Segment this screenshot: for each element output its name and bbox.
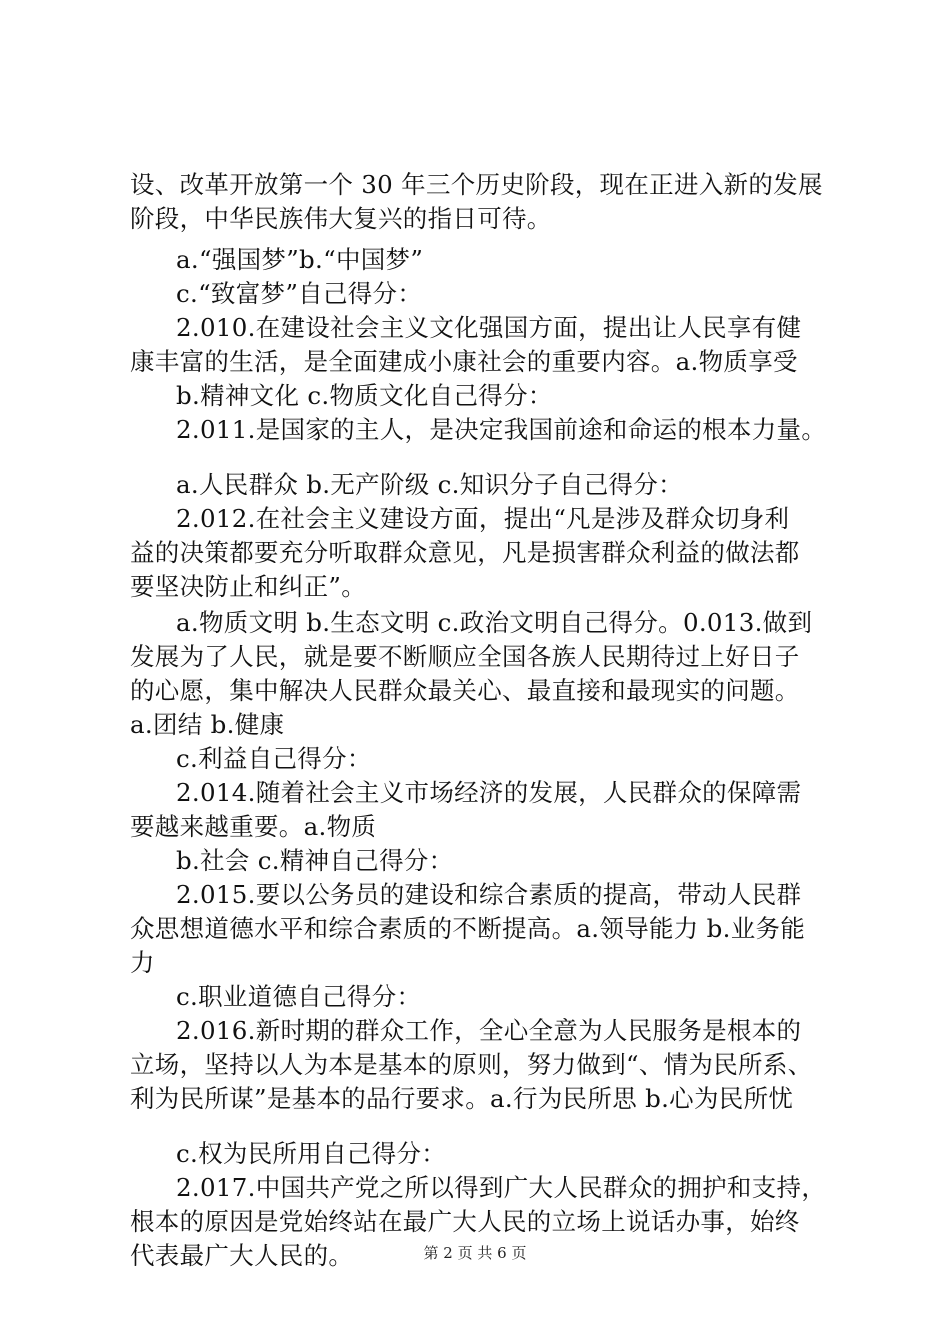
text-line: c.“致富梦”自己得分：: [176, 279, 423, 308]
text-line: a.团结 b.健康: [130, 710, 285, 739]
text-line: b.精神文化 c.物质文化自己得分：: [176, 381, 553, 410]
text-line: 2.012.在社会主义建设方面，提出“凡是涉及群众切身利: [176, 504, 790, 533]
text-line: 的心愿，集中解决人民群众最关心、最直接和最现实的问题。: [130, 676, 800, 705]
text-line: 要坚决防止和纠正”。: [130, 572, 367, 601]
text-line: 利为民所谋”是基本的品行要求。a.行为民所思 b.心为民所忧: [130, 1084, 794, 1113]
text-line: 根本的原因是党始终站在最广大人民的立场上说话办事，始终: [130, 1207, 800, 1236]
text-line: a.人民群众 b.无产阶级 c.知识分子自己得分：: [176, 470, 683, 499]
text-line: c.职业道德自己得分：: [176, 982, 422, 1011]
text-line: 立场，坚持以人为本是基本的原则，努力做到“、情为民所系、: [130, 1050, 813, 1079]
text-line: 2.015.要以公务员的建设和综合素质的提高，带动人民群: [176, 880, 802, 909]
text-line: 要越来越重要。a.物质: [130, 812, 377, 841]
text-line: 2.017.中国共产党之所以得到广大人民群众的拥护和支持，: [176, 1173, 827, 1202]
text-line: 2.016.新时期的群众工作，全心全意为人民服务是根本的: [176, 1016, 802, 1045]
text-line: 康丰富的生活，是全面建成小康社会的重要内容。a.物质享受: [130, 347, 798, 376]
text-line: 2.010.在建设社会主义文化强国方面，提出让人民享有健: [176, 313, 802, 342]
text-line: c.利益自己得分：: [176, 744, 372, 773]
text-line: c.权为民所用自己得分：: [176, 1139, 447, 1168]
text-line: 2.011.是国家的主人，是决定我国前途和命运的根本力量。: [176, 415, 827, 444]
text-line: 代表最广大人民的。: [130, 1241, 354, 1270]
text-line: 阶段，中华民族伟大复兴的指日可待。: [130, 204, 552, 233]
text-line: 设、改革开放第一个 30 年三个历史阶段，现在正进入新的发展: [130, 170, 823, 199]
page-number-footer: 第 2 页 共 6 页: [423, 1244, 527, 1262]
text-line: a.“强国梦”b.“中国梦”: [176, 245, 424, 274]
text-line: 众思想道德水平和综合素质的不断提高。a.领导能力 b.业务能: [130, 914, 806, 943]
text-line: b.社会 c.精神自己得分：: [176, 846, 454, 875]
text-line: 2.014.随着社会主义市场经济的发展，人民群众的保障需: [176, 778, 802, 807]
text-line: 力: [130, 948, 155, 977]
text-line: a.物质文明 b.生态文明 c.政治文明自己得分。0.013.做到: [176, 608, 813, 637]
text-line: 发展为了人民，就是要不断顺应全国各族人民期待过上好日子: [130, 642, 800, 671]
text-line: 益的决策都要充分听取群众意见，凡是损害群众利益的做法都: [130, 538, 800, 567]
